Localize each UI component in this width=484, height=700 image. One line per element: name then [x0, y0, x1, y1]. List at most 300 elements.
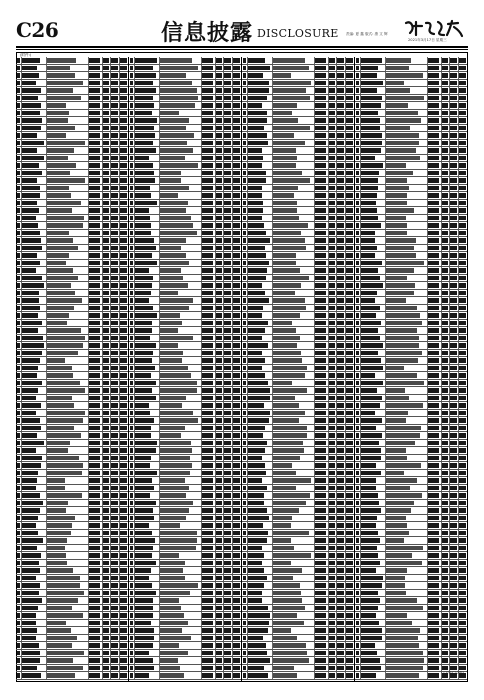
- table-cell: [329, 388, 335, 392]
- table-cell: [17, 358, 20, 362]
- table-row: [242, 170, 354, 178]
- table-cell: [111, 433, 118, 437]
- table-cell: [47, 531, 71, 535]
- table-cell: [248, 73, 263, 77]
- table-cell: [386, 111, 418, 115]
- table-cell: [243, 613, 246, 617]
- table-cell: [337, 403, 344, 407]
- table-cell: [160, 666, 180, 670]
- table-cell: [135, 58, 157, 62]
- table-cell: [135, 448, 156, 452]
- table-cell: [346, 546, 353, 550]
- table-cell: [386, 103, 408, 107]
- table-cell: [130, 133, 133, 137]
- table-cell: [273, 493, 310, 497]
- table-cell: [273, 471, 296, 475]
- table-cell: [160, 66, 198, 70]
- table-cell: [103, 111, 109, 115]
- table-cell: [273, 388, 307, 392]
- table-cell: [130, 298, 133, 302]
- table-cell: [356, 118, 359, 122]
- table-cell: [233, 441, 240, 445]
- table-cell: [248, 516, 269, 520]
- table-cell: [47, 126, 75, 130]
- table-cell: [202, 433, 213, 437]
- table-cell: [450, 238, 457, 242]
- table-cell: [202, 133, 213, 137]
- table-cell: [315, 561, 326, 565]
- table-cell: [361, 193, 377, 197]
- table-cell: [329, 516, 335, 520]
- table-row: [355, 140, 467, 148]
- table-cell: [273, 268, 300, 272]
- table-cell: [243, 313, 246, 317]
- table-cell: [361, 516, 377, 520]
- table-cell: [315, 583, 326, 587]
- table-cell: [135, 283, 152, 287]
- table-cell: [103, 321, 109, 325]
- table-cell: [356, 658, 359, 662]
- table-cell: [356, 568, 359, 572]
- table-cell: [459, 306, 466, 310]
- table-cell: [315, 193, 326, 197]
- table-row: [16, 372, 128, 380]
- table-cell: [450, 381, 457, 385]
- table-cell: [111, 621, 118, 625]
- table-cell: [130, 531, 133, 535]
- table-cell: [386, 276, 407, 280]
- table-cell: [202, 553, 213, 557]
- table-cell: [89, 613, 100, 617]
- table-cell: [428, 598, 439, 602]
- table-cell: [428, 336, 439, 340]
- table-cell: [386, 583, 405, 587]
- table-cell: [450, 508, 457, 512]
- table-cell: [160, 291, 178, 295]
- table-cell: [428, 193, 439, 197]
- table-cell: [17, 448, 20, 452]
- table-cell: [224, 66, 231, 70]
- table-cell: [111, 643, 118, 647]
- table-cell: [337, 613, 344, 617]
- table-cell: [233, 388, 240, 392]
- table-row: [16, 387, 128, 395]
- table-row: [16, 72, 128, 80]
- table-row: [129, 335, 241, 343]
- table-cell: [329, 598, 335, 602]
- table-row: [355, 245, 467, 253]
- table-row: [242, 297, 354, 305]
- table-row: [242, 372, 354, 380]
- table-cell: [224, 156, 231, 160]
- table-cell: [202, 523, 213, 527]
- table-cell: [337, 141, 344, 145]
- table-cell: [248, 276, 266, 280]
- table-cell: [329, 636, 335, 640]
- table-cell: [337, 448, 344, 452]
- table-cell: [224, 231, 231, 235]
- table-cell: [361, 66, 378, 70]
- table-cell: [361, 306, 380, 310]
- table-cell: [22, 313, 38, 317]
- table-row: [242, 342, 354, 350]
- table-cell: [216, 336, 222, 340]
- table-row: [242, 162, 354, 170]
- table-cell: [130, 418, 133, 422]
- table-cell: [103, 223, 109, 227]
- table-cell: [346, 651, 353, 655]
- table-cell: [17, 651, 20, 655]
- table-cell: [346, 276, 353, 280]
- table-cell: [361, 628, 382, 632]
- table-row: [16, 425, 128, 433]
- table-cell: [386, 546, 423, 550]
- table-cell: [459, 561, 466, 565]
- table-cell: [243, 351, 246, 355]
- table-cell: [442, 651, 448, 655]
- table-cell: [315, 523, 326, 527]
- table-cell: [135, 576, 149, 580]
- table-cell: [346, 531, 353, 535]
- table-cell: [243, 186, 246, 190]
- table-cell: [135, 643, 153, 647]
- table-row: [129, 147, 241, 155]
- table-column: [16, 57, 129, 681]
- table-cell: [130, 253, 133, 257]
- table-cell: [224, 246, 231, 250]
- table-cell: [202, 358, 213, 362]
- table-cell: [428, 96, 439, 100]
- table-cell: [248, 576, 267, 580]
- table-cell: [337, 373, 344, 377]
- table-cell: [135, 103, 154, 107]
- table-cell: [459, 546, 466, 550]
- table-cell: [329, 336, 335, 340]
- table-cell: [329, 343, 335, 347]
- table-cell: [103, 358, 109, 362]
- table-cell: [442, 448, 448, 452]
- table-cell: [337, 561, 344, 565]
- table-cell: [361, 651, 377, 655]
- table-cell: [103, 456, 109, 460]
- table-cell: [17, 306, 20, 310]
- table-cell: [130, 606, 133, 610]
- table-cell: [243, 73, 246, 77]
- table-cell: [459, 321, 466, 325]
- table-cell: [135, 501, 156, 505]
- table-cell: [337, 591, 344, 595]
- table-cell: [450, 111, 457, 115]
- table-cell: [442, 486, 448, 490]
- table-cell: [361, 58, 382, 62]
- table-cell: [428, 148, 439, 152]
- table-cell: [120, 291, 127, 295]
- table-cell: [160, 238, 186, 242]
- table-cell: [216, 253, 222, 257]
- table-cell: [450, 576, 457, 580]
- table-cell: [346, 216, 353, 220]
- table-cell: [337, 643, 344, 647]
- table-cell: [459, 358, 466, 362]
- table-cell: [135, 141, 153, 145]
- table-cell: [103, 516, 109, 520]
- table-cell: [47, 441, 70, 445]
- table-cell: [160, 186, 189, 190]
- table-cell: [243, 673, 246, 677]
- table-cell: [135, 253, 152, 257]
- table-cell: [329, 381, 335, 385]
- table-cell: [202, 643, 213, 647]
- table-cell: [337, 103, 344, 107]
- table-cell: [47, 73, 75, 77]
- table-cell: [337, 216, 344, 220]
- table-cell: [224, 358, 231, 362]
- table-cell: [450, 388, 457, 392]
- table-cell: [224, 103, 231, 107]
- table-row: [242, 200, 354, 208]
- table-row: [16, 177, 128, 185]
- table-cell: [428, 118, 439, 122]
- table-cell: [459, 463, 466, 467]
- table-row: [16, 650, 128, 658]
- table-cell: [111, 208, 118, 212]
- table-cell: [89, 201, 100, 205]
- table-cell: [216, 516, 222, 520]
- table-cell: [346, 366, 353, 370]
- table-cell: [22, 298, 39, 302]
- table-cell: [386, 553, 412, 557]
- table-cell: [160, 553, 179, 557]
- table-cell: [160, 306, 189, 310]
- table-cell: [216, 553, 222, 557]
- table-row: [16, 380, 128, 388]
- table-cell: [202, 298, 213, 302]
- table-row: [16, 575, 128, 583]
- table-cell: [356, 396, 359, 400]
- table-row: [355, 575, 467, 583]
- table-cell: [356, 321, 359, 325]
- table-cell: [442, 156, 448, 160]
- table-cell: [356, 306, 359, 310]
- table-cell: [361, 523, 376, 527]
- table-cell: [329, 201, 335, 205]
- table-row: [242, 147, 354, 155]
- table-cell: [160, 643, 179, 647]
- table-cell: [216, 403, 222, 407]
- table-cell: [248, 426, 265, 430]
- table-cell: [224, 636, 231, 640]
- table-cell: [337, 156, 344, 160]
- table-row: [242, 65, 354, 73]
- table-cell: [337, 441, 344, 445]
- table-cell: [17, 366, 20, 370]
- table-cell: [248, 598, 262, 602]
- table-cell: [361, 118, 380, 122]
- table-cell: [442, 81, 448, 85]
- table-cell: [337, 306, 344, 310]
- table-cell: [337, 201, 344, 205]
- table-cell: [450, 328, 457, 332]
- table-cell: [243, 396, 246, 400]
- table-cell: [459, 426, 466, 430]
- table-cell: [450, 448, 457, 452]
- table-cell: [47, 411, 85, 415]
- table-cell: [386, 126, 410, 130]
- table-cell: [386, 441, 415, 445]
- table-cell: [361, 231, 375, 235]
- table-row: [242, 612, 354, 620]
- table-cell: [450, 201, 457, 205]
- table-cell: [346, 658, 353, 662]
- table-cell: [47, 306, 74, 310]
- table-cell: [346, 261, 353, 265]
- table-cell: [224, 336, 231, 340]
- table-cell: [243, 238, 246, 242]
- table-row: [16, 57, 128, 65]
- table-row: [355, 582, 467, 590]
- table-cell: [111, 156, 118, 160]
- table-cell: [17, 621, 20, 625]
- table-cell: [22, 553, 41, 557]
- table-cell: [248, 66, 270, 70]
- table-cell: [233, 561, 240, 565]
- table-row: [16, 537, 128, 545]
- table-cell: [273, 553, 311, 557]
- table-row: [129, 545, 241, 553]
- table-cell: [47, 171, 70, 175]
- table-cell: [346, 73, 353, 77]
- table-cell: [135, 156, 149, 160]
- table-row: [242, 552, 354, 560]
- table-row: [242, 567, 354, 575]
- table-cell: [89, 343, 100, 347]
- table-cell: [130, 486, 133, 490]
- table-cell: [273, 666, 294, 670]
- table-cell: [47, 673, 75, 677]
- table-row: [16, 207, 128, 215]
- table-cell: [315, 178, 326, 182]
- table-cell: [130, 471, 133, 475]
- table-cell: [337, 343, 344, 347]
- table-cell: [160, 651, 188, 655]
- table-cell: [337, 328, 344, 332]
- table-cell: [248, 328, 265, 332]
- table-cell: [160, 261, 189, 265]
- table-cell: [273, 396, 295, 400]
- table-cell: [233, 141, 240, 145]
- table-cell: [315, 291, 326, 295]
- table-cell: [202, 486, 213, 490]
- table-cell: [329, 546, 335, 550]
- table-row: [16, 267, 128, 275]
- table-cell: [120, 613, 127, 617]
- table-cell: [22, 156, 44, 160]
- table-row: [242, 275, 354, 283]
- table-cell: [243, 96, 246, 100]
- table-cell: [120, 643, 127, 647]
- table-cell: [442, 568, 448, 572]
- table-cell: [224, 298, 231, 302]
- table-cell: [346, 568, 353, 572]
- table-cell: [135, 583, 152, 587]
- table-cell: [459, 253, 466, 257]
- editor-credits: 责编: 夏 鑫 版式: 康 文 辉: [346, 32, 388, 36]
- table-cell: [248, 216, 262, 220]
- table-row: [355, 410, 467, 418]
- table-cell: [273, 148, 296, 152]
- table-cell: [233, 171, 240, 175]
- table-cell: [329, 148, 335, 152]
- table-cell: [450, 501, 457, 505]
- table-cell: [337, 283, 344, 287]
- table-cell: [130, 651, 133, 655]
- table-cell: [450, 358, 457, 362]
- table-cell: [130, 268, 133, 272]
- table-cell: [224, 538, 231, 542]
- table-cell: [17, 261, 20, 265]
- table-cell: [329, 126, 335, 130]
- table-cell: [17, 658, 20, 662]
- table-row: [355, 395, 467, 403]
- table-cell: [361, 501, 379, 505]
- table-cell: [356, 373, 359, 377]
- table-cell: [329, 373, 335, 377]
- table-cell: [130, 306, 133, 310]
- table-cell: [103, 208, 109, 212]
- table-row: [16, 462, 128, 470]
- table-cell: [89, 291, 100, 295]
- table-cell: [459, 471, 466, 475]
- table-cell: [103, 148, 109, 152]
- table-row: [129, 200, 241, 208]
- table-row: [16, 612, 128, 620]
- table-cell: [216, 118, 222, 122]
- table-cell: [202, 666, 213, 670]
- table-row: [355, 560, 467, 568]
- table-cell: [361, 433, 382, 437]
- table-cell: [17, 216, 20, 220]
- table-cell: [103, 283, 109, 287]
- table-cell: [329, 666, 335, 670]
- table-cell: [386, 673, 419, 677]
- table-cell: [459, 553, 466, 557]
- table-cell: [273, 433, 307, 437]
- table-cell: [273, 636, 297, 640]
- table-cell: [233, 133, 240, 137]
- table-cell: [22, 471, 38, 475]
- table-cell: [120, 471, 127, 475]
- table-row: [129, 635, 241, 643]
- table-cell: [216, 606, 222, 610]
- table-cell: [47, 358, 65, 362]
- table-cell: [243, 358, 246, 362]
- table-row: [16, 305, 128, 313]
- table-cell: [130, 58, 133, 62]
- table-cell: [450, 606, 457, 610]
- table-row: [242, 417, 354, 425]
- table-cell: [224, 553, 231, 557]
- table-cell: [17, 598, 20, 602]
- table-cell: [47, 621, 66, 625]
- table-cell: [337, 231, 344, 235]
- table-cell: [233, 418, 240, 422]
- table-cell: [361, 463, 376, 467]
- table-cell: [120, 193, 127, 197]
- table-cell: [329, 501, 335, 505]
- table-cell: [459, 73, 466, 77]
- table-cell: [233, 613, 240, 617]
- table-cell: [103, 658, 109, 662]
